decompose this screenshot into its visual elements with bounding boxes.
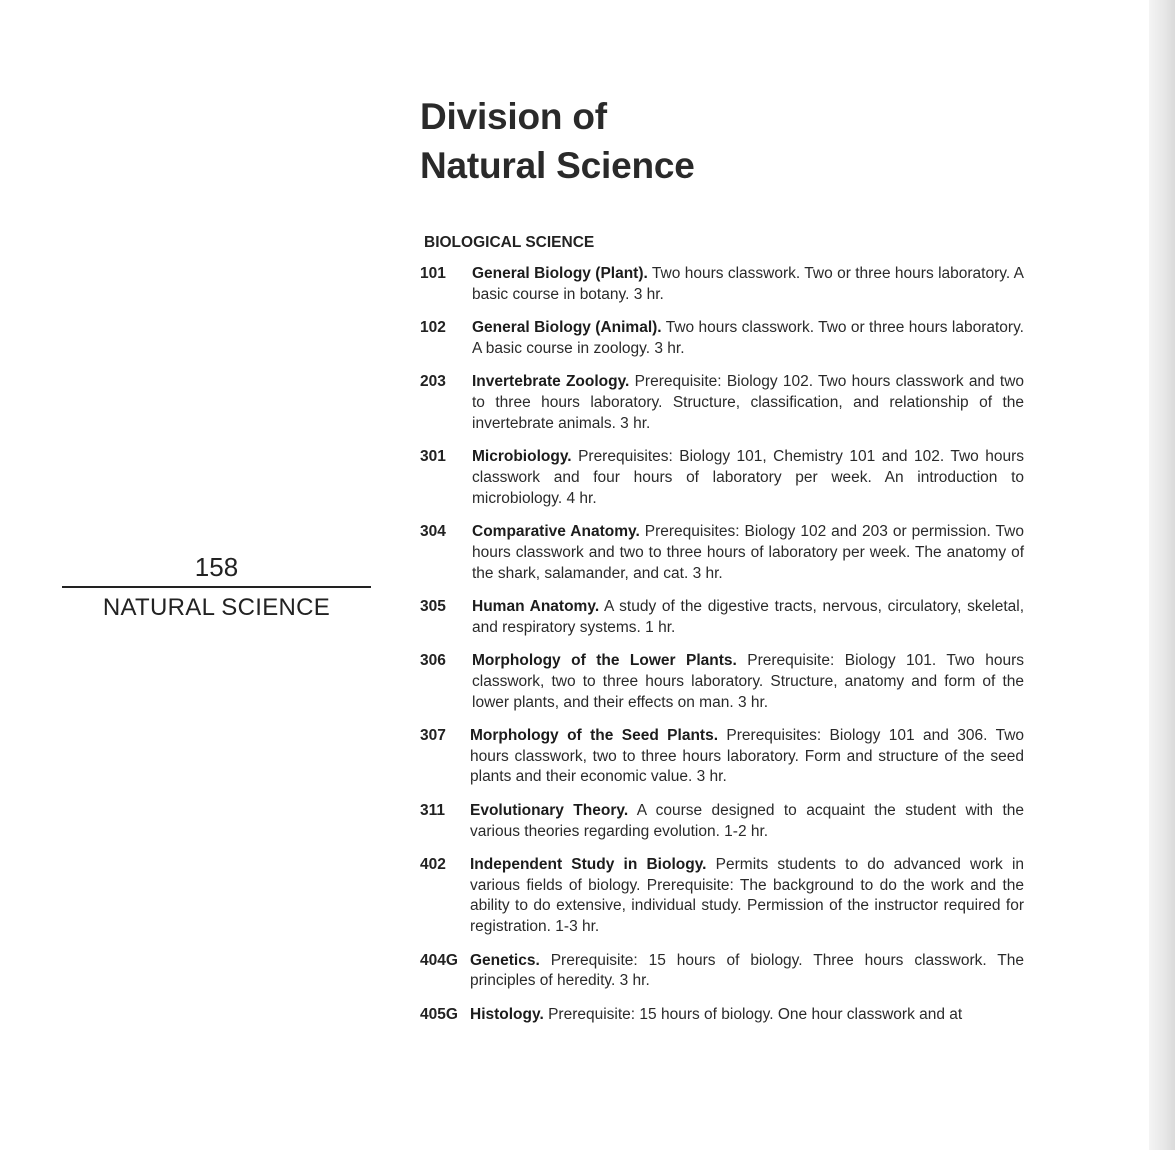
course-description xyxy=(470,855,1024,938)
course-number: 102 xyxy=(420,319,446,337)
title-line-1: Division of xyxy=(420,96,607,137)
course-entry xyxy=(420,264,1024,306)
course-name: Independent Study in Biology. xyxy=(470,855,707,873)
course-number: 404G xyxy=(420,951,458,969)
course-description xyxy=(470,1005,1024,1026)
course-entry xyxy=(420,801,1024,843)
course-entry xyxy=(420,951,1024,993)
course-text: A course designed to acquaint the student with the various theories regarding evolution. 1-2 hr. xyxy=(470,801,1024,840)
running-footer xyxy=(62,552,371,622)
course-name: Comparative Anatomy. xyxy=(472,522,640,540)
course-name: Genetics. xyxy=(470,951,540,969)
course-name: Invertebrate Zoology. xyxy=(472,373,630,391)
course-text: Permits students to do advanced work in various fields of biology. Prerequisite: The background to do the work and the ability to do extensive, individual study. Permission of the instructor required for registration. 1-3 hr. xyxy=(470,855,1025,936)
course-name: General Biology (Plant). xyxy=(472,265,648,282)
course-name: Human Anatomy. xyxy=(472,597,600,615)
course-entry xyxy=(420,318,1024,360)
course-name: Morphology of the Lower Plants. xyxy=(472,651,737,669)
course-text: Prerequisites: Biology 101, Chemistry 101 and 102. Two hours classwork and four hours of laboratory per week. An introduction to microbiology. 4 hr. xyxy=(472,448,1024,507)
course-text: Prerequisites: Biology 101 and 306. Two hours classwork, two to three hours laboratory. Form and structure of the seed plants and their economic value. 3 hr. xyxy=(470,726,1025,786)
page-title xyxy=(420,92,695,190)
course-number: 305 xyxy=(420,597,446,615)
course-text: Two hours classwork. Two or three hours laboratory. A basic course in botany. 3 hr. xyxy=(472,265,1025,303)
course-name: Histology. xyxy=(470,1005,544,1023)
course-number: 203 xyxy=(420,373,446,391)
title-line-2: Natural Science xyxy=(420,145,695,186)
course-number: 402 xyxy=(420,855,446,873)
course-entry xyxy=(420,855,1024,938)
section-name: NATURAL SCIENCE xyxy=(102,594,331,621)
course-description xyxy=(472,264,1024,306)
course-text: Prerequisite: Biology 102. Two hours classwork and two to three hours laboratory. Structure, classification, and relationship of the invertebrate animals. 3 hr. xyxy=(472,373,1025,432)
course-description xyxy=(472,318,1024,360)
course-number: 311 xyxy=(420,801,446,819)
course-entry xyxy=(420,1005,1024,1026)
course-entry xyxy=(420,372,1024,434)
course-description xyxy=(472,447,1024,509)
course-name: Morphology of the Seed Plants. xyxy=(470,726,718,744)
course-list xyxy=(420,264,1024,1038)
course-name: Microbiology. xyxy=(472,448,572,466)
course-entry xyxy=(420,522,1024,584)
course-number: 301 xyxy=(420,448,446,466)
course-text: Prerequisite: 15 hours of biology. One hour classwork and at xyxy=(548,1005,963,1023)
course-number: 307 xyxy=(420,726,446,744)
course-description xyxy=(470,801,1024,843)
course-text: Prerequisite: 15 hours of biology. Three hours classwork. The principles of heredity. 3 hr. xyxy=(470,951,1025,990)
course-entry xyxy=(420,597,1024,639)
section-subheading: BIOLOGICAL SCIENCE xyxy=(424,234,595,251)
course-description xyxy=(472,651,1024,713)
course-number: 405G xyxy=(420,1005,458,1023)
course-number: 304 xyxy=(420,522,446,540)
course-number: 306 xyxy=(420,651,446,669)
course-entry xyxy=(420,726,1024,788)
course-name: Evolutionary Theory. xyxy=(470,801,629,819)
course-text: Prerequisite: Biology 101. Two hours classwork, two to three hours laboratory. Structure, anatomy and form of the lower plants, and their effects on man. 3 hr. xyxy=(472,651,1024,711)
course-text: Two hours classwork. Two or three hours laboratory. A basic course in zoology. 3 hr. xyxy=(472,319,1024,357)
course-description xyxy=(472,597,1024,639)
course-entry xyxy=(420,651,1024,713)
page-number: 158 xyxy=(194,552,239,582)
course-entry xyxy=(420,447,1024,509)
course-text: A study of the digestive tracts, nervous, circulatory, skeletal, and respiratory systems. 1 hr. xyxy=(472,597,1024,636)
course-description xyxy=(472,372,1024,434)
course-name: General Biology (Animal). xyxy=(472,319,662,337)
divider-rule xyxy=(62,586,371,588)
course-description xyxy=(470,726,1024,788)
page-edge-shadow xyxy=(1149,0,1175,1150)
course-description xyxy=(470,951,1024,993)
course-number: 101 xyxy=(420,265,446,282)
course-description xyxy=(472,522,1024,584)
course-text: Prerequisites: Biology 102 and 203 or permission. Two hours classwork and two to three hours of laboratory per week. The anatomy of the shark, salamander, and cat. 3 hr. xyxy=(472,522,1024,582)
